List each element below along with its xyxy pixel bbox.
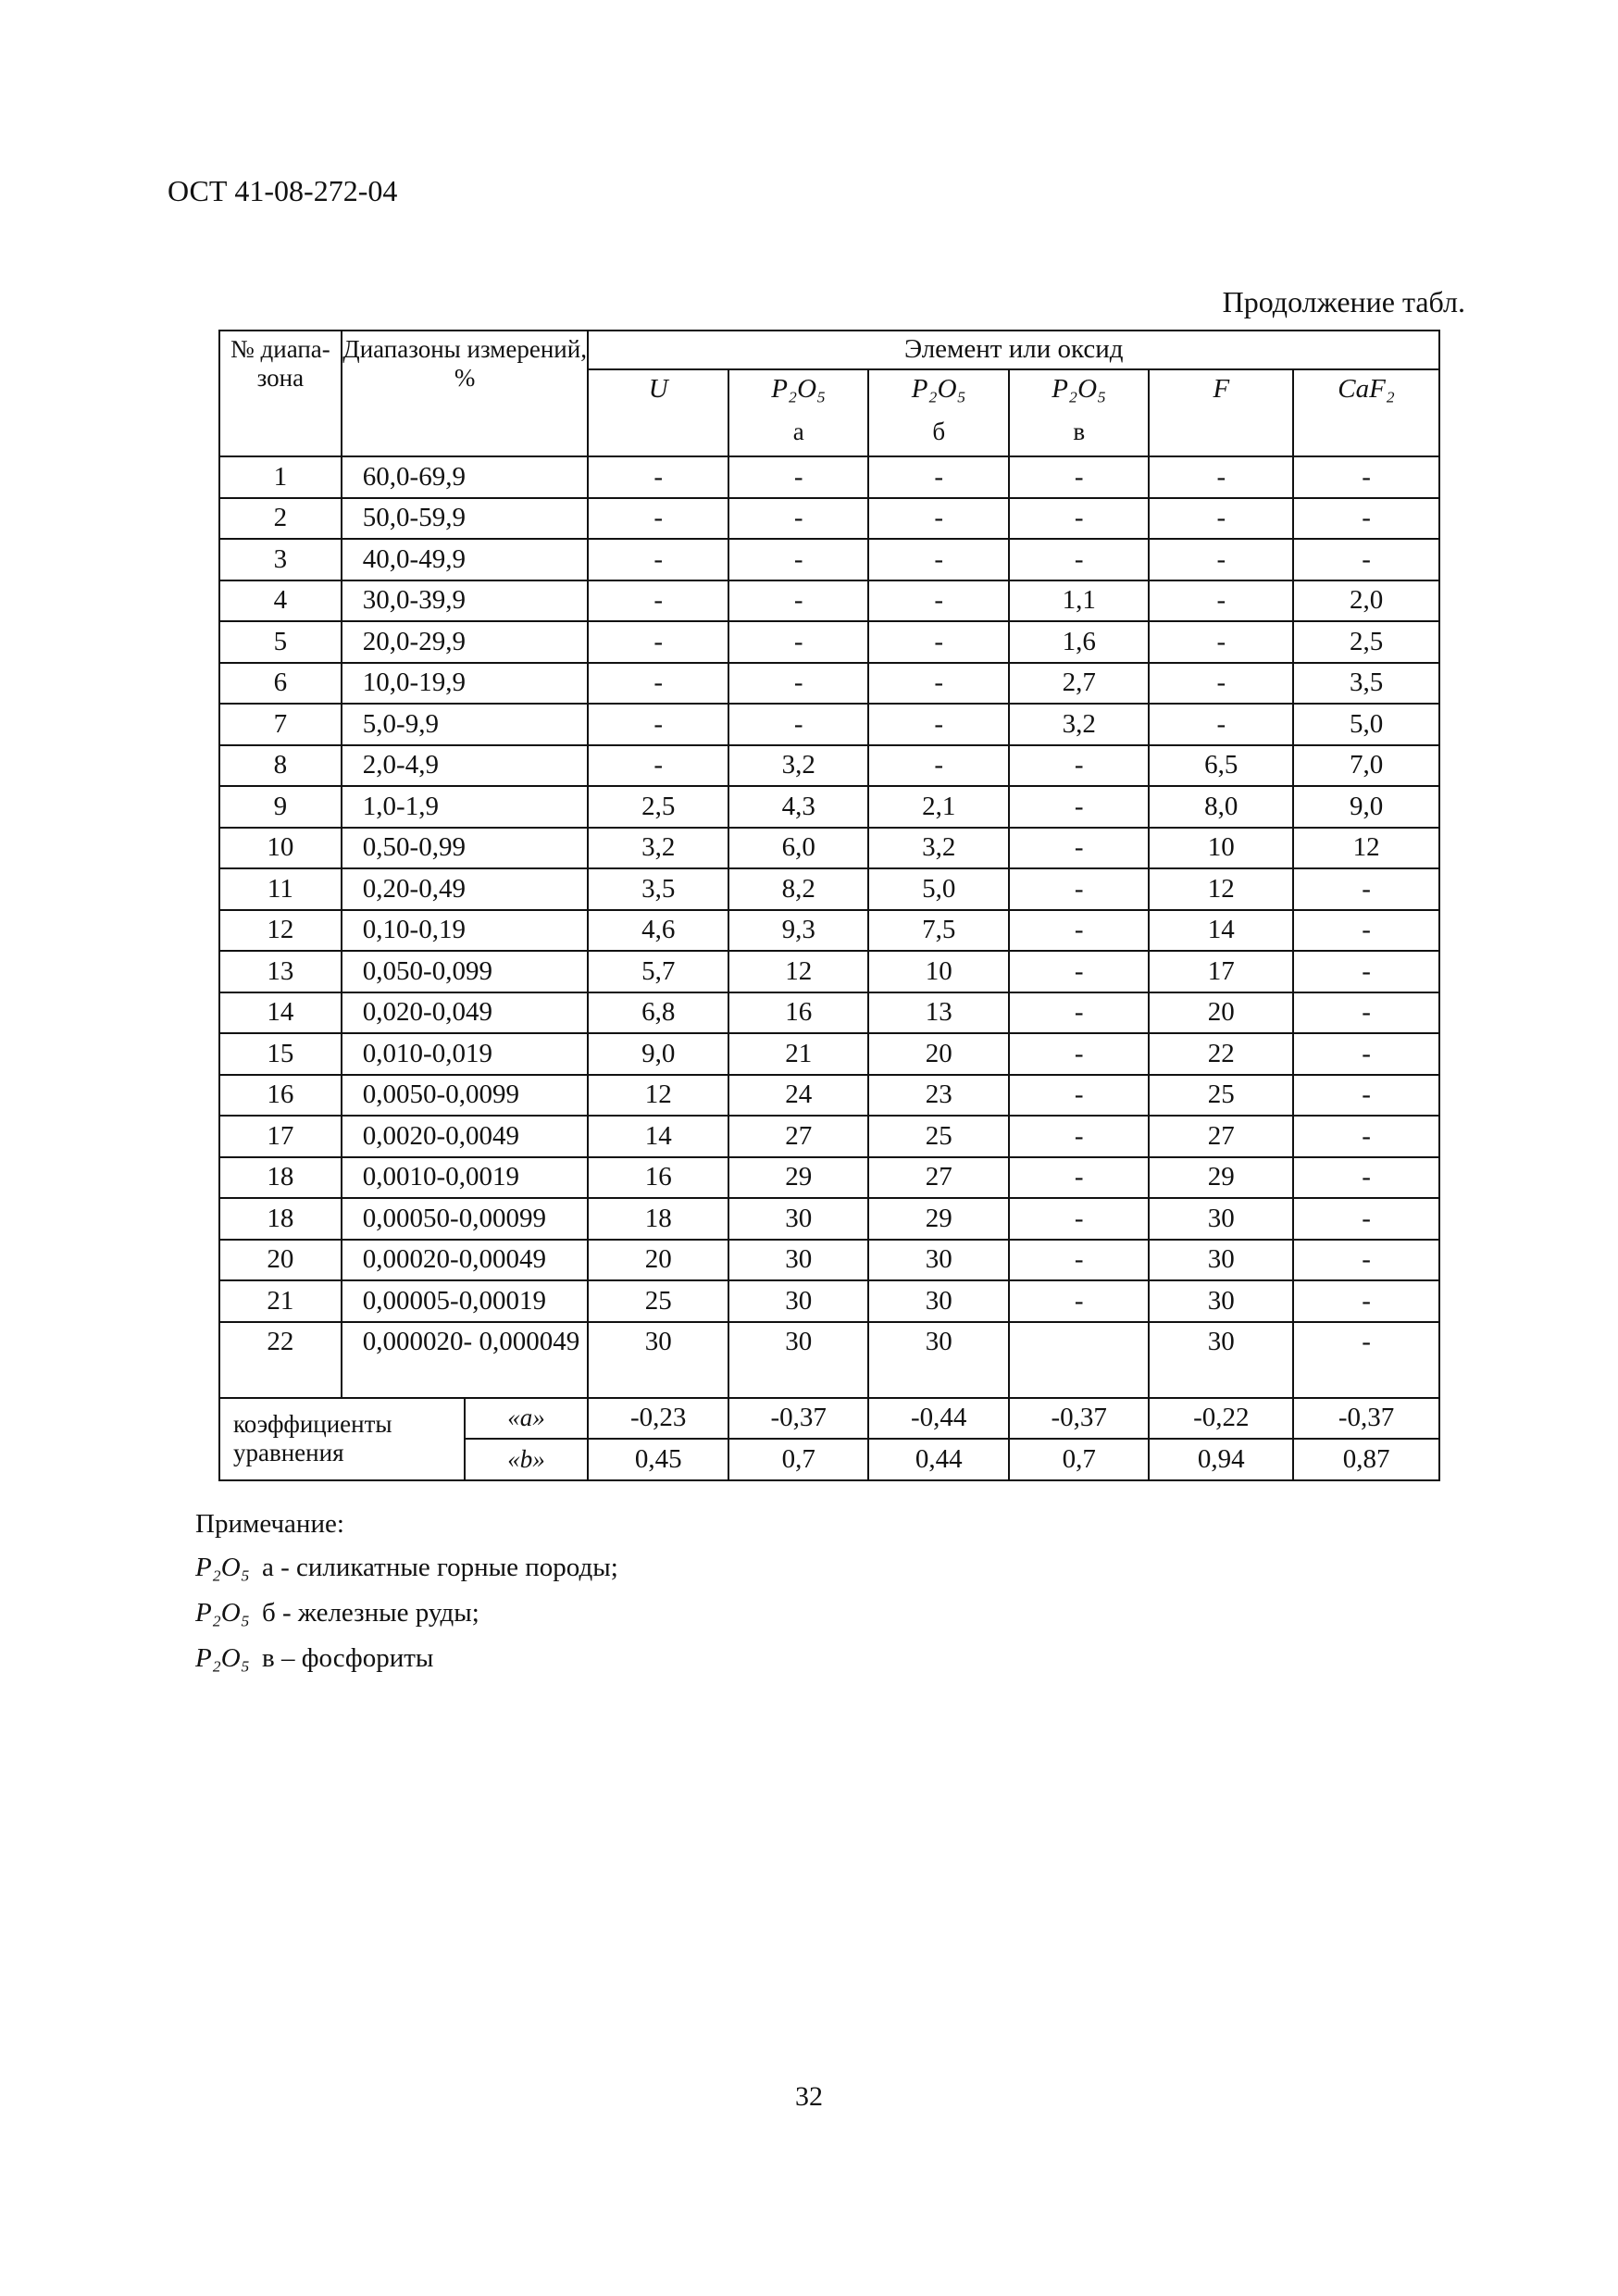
table-row — [219, 910, 1439, 952]
value-cell: - — [1009, 1075, 1150, 1117]
value-cell: 6,8 — [588, 992, 728, 1034]
value-cell: - — [1293, 539, 1439, 580]
range-number-cell: 18 — [219, 1157, 342, 1199]
value-cell: - — [588, 704, 728, 745]
table-row — [219, 456, 1439, 498]
value-cell: 22 — [1149, 1033, 1293, 1075]
value-cell: - — [1009, 828, 1150, 869]
value-cell: - — [1293, 951, 1439, 992]
value-cell: 30 — [728, 1322, 869, 1398]
value-cell: 9,3 — [728, 910, 869, 952]
range-number-cell: 7 — [219, 704, 342, 745]
element-header — [868, 369, 1009, 456]
value-cell: 18 — [588, 1198, 728, 1240]
range-cell: 0,50-0,99 — [342, 828, 589, 869]
value-cell: - — [1293, 498, 1439, 540]
value-cell: - — [1149, 498, 1293, 540]
range-number-cell: 12 — [219, 910, 342, 952]
note-line — [195, 1643, 618, 1674]
range-cell: 20,0-29,9 — [342, 621, 589, 663]
range-number-cell: 20 — [219, 1240, 342, 1281]
value-cell: 1,6 — [1009, 621, 1150, 663]
value-cell — [1009, 1322, 1150, 1398]
value-cell: - — [868, 704, 1009, 745]
value-cell: 6,0 — [728, 828, 869, 869]
range-cell: 0,10-0,19 — [342, 910, 589, 952]
value-cell: - — [1009, 1033, 1150, 1075]
value-cell: - — [728, 456, 869, 498]
coefficient-a-value: -0,23 — [588, 1398, 728, 1440]
value-cell: - — [588, 539, 728, 580]
value-cell: 30 — [868, 1280, 1009, 1322]
value-cell: 3,2 — [588, 828, 728, 869]
range-cell: 0,00050-0,00099 — [342, 1198, 589, 1240]
table-row — [219, 1322, 1439, 1398]
value-cell: - — [1009, 992, 1150, 1034]
range-cell: 0,000020- 0,000049 — [342, 1322, 589, 1398]
element-symbol: F — [1213, 374, 1230, 404]
value-cell: - — [728, 539, 869, 580]
range-cell: 0,00020-0,00049 — [342, 1240, 589, 1281]
value-cell: - — [868, 745, 1009, 787]
range-number-cell: 3 — [219, 539, 342, 580]
range-cell: 2,0-4,9 — [342, 745, 589, 787]
value-cell: - — [588, 580, 728, 622]
value-cell: 2,7 — [1009, 663, 1150, 705]
value-cell: - — [1009, 868, 1150, 910]
element-header — [1293, 369, 1439, 456]
value-cell: 24 — [728, 1075, 869, 1117]
table-row — [219, 1240, 1439, 1281]
value-cell: 1,1 — [1009, 580, 1150, 622]
value-cell: 30 — [868, 1240, 1009, 1281]
table-row — [219, 1198, 1439, 1240]
range-cell: 0,0010-0,0019 — [342, 1157, 589, 1199]
value-cell: - — [1293, 992, 1439, 1034]
range-cell: 0,050-0,099 — [342, 951, 589, 992]
value-cell: - — [728, 580, 869, 622]
coefficient-a-key: «a» — [465, 1398, 589, 1440]
table-row — [219, 1280, 1439, 1322]
value-cell: - — [1293, 1280, 1439, 1322]
value-cell: - — [1009, 1157, 1150, 1199]
value-cell: - — [588, 663, 728, 705]
value-cell: 14 — [588, 1116, 728, 1157]
table-row — [219, 1033, 1439, 1075]
value-cell: - — [1009, 498, 1150, 540]
value-cell: 12 — [728, 951, 869, 992]
coefficient-b-value: 0,45 — [588, 1439, 728, 1480]
coefficient-b-value: 0,7 — [728, 1439, 869, 1480]
range-number-cell: 13 — [219, 951, 342, 992]
value-cell: - — [868, 580, 1009, 622]
value-cell: 8,0 — [1149, 786, 1293, 828]
value-cell: - — [588, 456, 728, 498]
value-cell: 9,0 — [588, 1033, 728, 1075]
coefficients-label: коэффициенты уравнения — [219, 1398, 465, 1480]
value-cell: 2,5 — [1293, 621, 1439, 663]
value-cell: 30 — [1149, 1198, 1293, 1240]
table-row — [219, 1116, 1439, 1157]
value-cell: 7,5 — [868, 910, 1009, 952]
element-header — [728, 369, 869, 456]
coefficient-a-value: -0,44 — [868, 1398, 1009, 1440]
value-cell: 13 — [868, 992, 1009, 1034]
value-cell: - — [728, 621, 869, 663]
value-cell: - — [1009, 951, 1150, 992]
value-cell: 30 — [1149, 1322, 1293, 1398]
coefficient-b-value: 0,44 — [868, 1439, 1009, 1480]
value-cell: - — [868, 498, 1009, 540]
value-cell: - — [1293, 868, 1439, 910]
value-cell: 25 — [588, 1280, 728, 1322]
value-cell: 29 — [1149, 1157, 1293, 1199]
value-cell: 10 — [1149, 828, 1293, 869]
value-cell: - — [588, 498, 728, 540]
range-cell: 10,0-19,9 — [342, 663, 589, 705]
value-cell: - — [868, 621, 1009, 663]
header-range-number: № диапа- зона — [219, 331, 342, 456]
table-row — [219, 580, 1439, 622]
value-cell: 9,0 — [1293, 786, 1439, 828]
table-row — [219, 498, 1439, 540]
note-line — [195, 1598, 618, 1628]
table-row — [219, 786, 1439, 828]
value-cell: - — [1009, 539, 1150, 580]
value-cell: 17 — [1149, 951, 1293, 992]
range-number-cell: 10 — [219, 828, 342, 869]
header-measurement-range: Диапазоны измерений, % — [342, 331, 589, 456]
value-cell: - — [1149, 663, 1293, 705]
range-cell: 0,20-0,49 — [342, 868, 589, 910]
document-code: ОСТ 41-08-272-04 — [168, 174, 398, 207]
value-cell: 6,5 — [1149, 745, 1293, 787]
range-number-cell: 18 — [219, 1198, 342, 1240]
element-sublabel: в — [1073, 418, 1086, 446]
value-cell: - — [1293, 910, 1439, 952]
range-number-cell: 17 — [219, 1116, 342, 1157]
value-cell: 16 — [728, 992, 869, 1034]
value-cell: 20 — [588, 1240, 728, 1281]
note-text: б - железные руды; — [262, 1598, 479, 1628]
value-cell: 3,5 — [1293, 663, 1439, 705]
coefficient-a-value: -0,22 — [1149, 1398, 1293, 1440]
value-cell: 7,0 — [1293, 745, 1439, 787]
range-number-cell: 2 — [219, 498, 342, 540]
value-cell: - — [1149, 621, 1293, 663]
value-cell: 29 — [868, 1198, 1009, 1240]
value-cell: 27 — [1149, 1116, 1293, 1157]
value-cell: 12 — [588, 1075, 728, 1117]
range-number-cell: 14 — [219, 992, 342, 1034]
value-cell: 14 — [1149, 910, 1293, 952]
value-cell: - — [1293, 1198, 1439, 1240]
notes-section — [195, 1509, 618, 1689]
value-cell: 5,0 — [1293, 704, 1439, 745]
table-continuation-label: Продолжение табл. — [1222, 285, 1465, 318]
note-text: в – фосфориты — [262, 1643, 434, 1673]
value-cell: 3,5 — [588, 868, 728, 910]
value-cell: 4,3 — [728, 786, 869, 828]
value-cell: - — [1009, 786, 1150, 828]
range-number-cell: 5 — [219, 621, 342, 663]
page-number: 32 — [795, 2081, 823, 2112]
range-number-cell: 6 — [219, 663, 342, 705]
value-cell: 21 — [728, 1033, 869, 1075]
range-cell: 0,0020-0,0049 — [342, 1116, 589, 1157]
coefficient-b-value: 0,94 — [1149, 1439, 1293, 1480]
value-cell: 30 — [728, 1240, 869, 1281]
value-cell: 30 — [1149, 1280, 1293, 1322]
range-cell: 0,00005-0,00019 — [342, 1280, 589, 1322]
coefficient-a-value: -0,37 — [1293, 1398, 1439, 1440]
table-row — [219, 621, 1439, 663]
table-row — [219, 745, 1439, 787]
value-cell: - — [1009, 910, 1150, 952]
range-number-cell: 4 — [219, 580, 342, 622]
value-cell: 30 — [588, 1322, 728, 1398]
element-header — [1009, 369, 1150, 456]
coefficient-a-row — [219, 1398, 1439, 1440]
range-cell: 60,0-69,9 — [342, 456, 589, 498]
range-number-cell: 1 — [219, 456, 342, 498]
value-cell: - — [1293, 1116, 1439, 1157]
element-symbol: P₂O₅ — [771, 374, 827, 404]
range-number-cell: 11 — [219, 868, 342, 910]
value-cell: 20 — [1149, 992, 1293, 1034]
value-cell: - — [1293, 1033, 1439, 1075]
value-cell: 25 — [868, 1116, 1009, 1157]
range-cell: 0,020-0,049 — [342, 992, 589, 1034]
range-number-cell: 15 — [219, 1033, 342, 1075]
value-cell: - — [868, 456, 1009, 498]
value-cell: - — [1293, 1240, 1439, 1281]
coefficient-b-key: «b» — [465, 1439, 589, 1480]
value-cell: 30 — [728, 1198, 869, 1240]
coefficient-a-value: -0,37 — [728, 1398, 869, 1440]
table-row — [219, 868, 1439, 910]
value-cell: - — [1009, 1240, 1150, 1281]
value-cell: 5,7 — [588, 951, 728, 992]
value-cell: 16 — [588, 1157, 728, 1199]
note-formula: P₂O₅ — [195, 1643, 250, 1673]
coefficient-a-value: -0,37 — [1009, 1398, 1150, 1440]
value-cell: 23 — [868, 1075, 1009, 1117]
value-cell: - — [1293, 456, 1439, 498]
range-cell: 1,0-1,9 — [342, 786, 589, 828]
header-element-or-oxide: Элемент или оксид — [588, 331, 1439, 369]
value-cell: - — [588, 745, 728, 787]
range-cell: 30,0-39,9 — [342, 580, 589, 622]
range-number-cell: 21 — [219, 1280, 342, 1322]
value-cell: 2,0 — [1293, 580, 1439, 622]
table-row — [219, 704, 1439, 745]
element-symbol: P₂O₅ — [911, 374, 966, 404]
range-cell: 0,0050-0,0099 — [342, 1075, 589, 1117]
element-symbol: P₂O₅ — [1052, 374, 1107, 404]
value-cell: - — [1293, 1322, 1439, 1398]
value-cell: 30 — [728, 1280, 869, 1322]
element-sublabel: а — [792, 418, 804, 446]
value-cell: 5,0 — [868, 868, 1009, 910]
range-number-cell: 8 — [219, 745, 342, 787]
value-cell: 30 — [1149, 1240, 1293, 1281]
element-sublabel: б — [932, 418, 946, 446]
table-row — [219, 663, 1439, 705]
value-cell: - — [1009, 745, 1150, 787]
element-header — [588, 369, 728, 456]
value-cell: 27 — [868, 1157, 1009, 1199]
value-cell: - — [1149, 539, 1293, 580]
measurement-ranges-table — [218, 330, 1440, 1481]
value-cell: - — [728, 663, 869, 705]
value-cell: - — [1009, 1198, 1150, 1240]
value-cell: - — [1009, 1280, 1150, 1322]
element-symbol: CaF₂ — [1338, 374, 1395, 404]
range-cell: 50,0-59,9 — [342, 498, 589, 540]
value-cell: 3,2 — [868, 828, 1009, 869]
range-number-cell: 22 — [219, 1322, 342, 1398]
value-cell: - — [1293, 1075, 1439, 1117]
value-cell: - — [1149, 580, 1293, 622]
table-row — [219, 951, 1439, 992]
table-row — [219, 1075, 1439, 1117]
table-row — [219, 992, 1439, 1034]
value-cell: - — [1149, 456, 1293, 498]
value-cell: 3,2 — [1009, 704, 1150, 745]
value-cell: 29 — [728, 1157, 869, 1199]
range-number-cell: 16 — [219, 1075, 342, 1117]
value-cell: 12 — [1149, 868, 1293, 910]
range-number-cell: 9 — [219, 786, 342, 828]
value-cell: 12 — [1293, 828, 1439, 869]
notes-title: Примечание: — [195, 1509, 344, 1539]
value-cell: 3,2 — [728, 745, 869, 787]
value-cell: 20 — [868, 1033, 1009, 1075]
value-cell: 8,2 — [728, 868, 869, 910]
range-cell: 40,0-49,9 — [342, 539, 589, 580]
value-cell: - — [868, 539, 1009, 580]
value-cell: - — [1009, 456, 1150, 498]
value-cell: - — [1293, 1157, 1439, 1199]
value-cell: - — [1149, 704, 1293, 745]
value-cell: 2,5 — [588, 786, 728, 828]
value-cell: - — [588, 621, 728, 663]
value-cell: 27 — [728, 1116, 869, 1157]
note-formula: P₂O₅ — [195, 1553, 250, 1582]
coefficient-b-value: 0,87 — [1293, 1439, 1439, 1480]
value-cell: - — [868, 663, 1009, 705]
value-cell: 2,1 — [868, 786, 1009, 828]
value-cell: 4,6 — [588, 910, 728, 952]
value-cell: - — [728, 704, 869, 745]
coefficient-b-value: 0,7 — [1009, 1439, 1150, 1480]
value-cell: 25 — [1149, 1075, 1293, 1117]
value-cell: 30 — [868, 1322, 1009, 1398]
note-formula: P₂O₅ — [195, 1598, 250, 1628]
note-text: а - силикатные горные породы; — [262, 1553, 618, 1582]
value-cell: - — [1009, 1116, 1150, 1157]
value-cell: - — [728, 498, 869, 540]
table-row — [219, 539, 1439, 580]
value-cell: 10 — [868, 951, 1009, 992]
range-cell: 5,0-9,9 — [342, 704, 589, 745]
table-row — [219, 828, 1439, 869]
note-line — [195, 1553, 618, 1583]
range-cell: 0,010-0,019 — [342, 1033, 589, 1075]
element-symbol: U — [648, 374, 668, 404]
element-header — [1149, 369, 1293, 456]
table-row — [219, 1157, 1439, 1199]
